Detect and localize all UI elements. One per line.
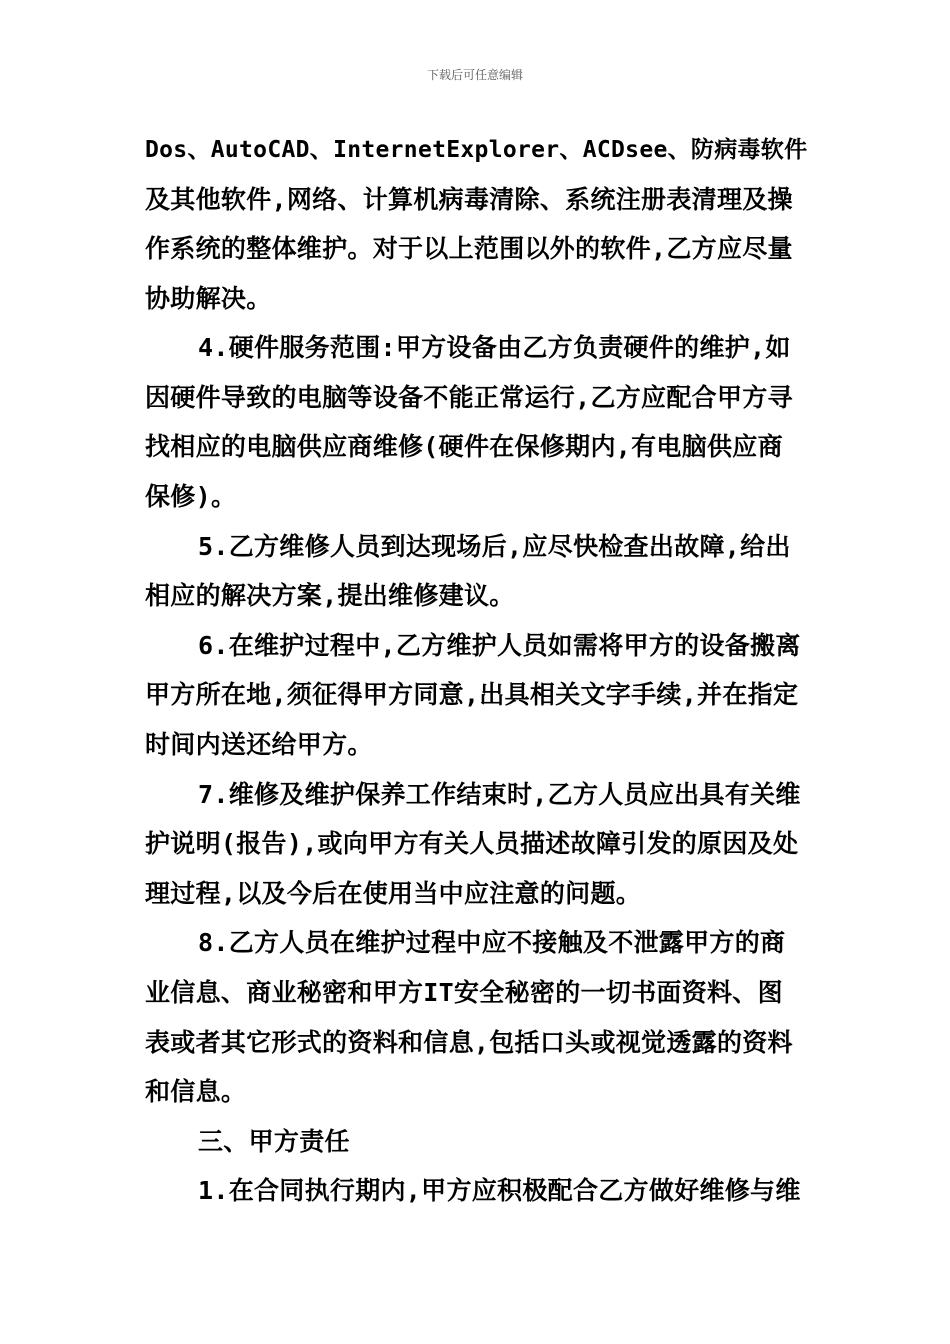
text-line: 及其他软件,网络、计算机病毒清除、系统注册表清理及操 [145,185,793,214]
text-line: 7.维修及维护保养工作结束时,乙方人员应出具有关维 [198,780,801,809]
text-line: 护说明(报告),或向甲方有关人员描述故障引发的原因及处 [145,829,799,858]
section-heading: 三、甲方责任 [198,1127,350,1156]
text-line: 表或者其它形式的资料和信息,包括口头或视觉透露的资料 [145,1028,793,1057]
text-line: 6.在维护过程中,乙方维护人员如需将甲方的设备搬离 [198,631,801,660]
text-line: 作系统的整体维护。对于以上范围以外的软件,乙方应尽量 [145,234,793,263]
text-line: 找相应的电脑供应商维修(硬件在保修期内,有电脑供应商 [145,432,783,461]
text-line: 时间内送还给甲方。 [145,730,373,759]
text-line: 理过程,以及今后在使用当中应注意的问题。 [145,879,642,908]
text-line: 和信息。 [145,1077,247,1106]
text-line: 保修)。 [145,482,237,511]
text-line: Dos、AutoCAD、InternetExplorer、ACDsee、防病毒软件 [145,137,808,163]
text-line: 1.在合同执行期内,甲方应积极配合乙方做好维修与维 [198,1176,801,1205]
text-line: 甲方所在地,须征得甲方同意,出具相关文字手续,并在指定 [145,680,799,709]
text-line: 相应的解决方案,提出维修建议。 [145,581,515,610]
text-line: 4.硬件服务范围:甲方设备由乙方负责硬件的维护,如 [198,333,791,362]
text-line: 因硬件导致的电脑等设备不能正常运行,乙方应配合甲方寻 [145,383,793,412]
text-line: 5.乙方维修人员到达现场后,应尽快检查出故障,给出 [198,532,791,561]
text-line: 8.乙方人员在维护过程中应不接触及不泄露甲方的商 [198,928,786,957]
text-line: 协助解决。 [145,284,272,313]
text-line: 业信息、商业秘密和甲方IT安全秘密的一切书面资料、图 [145,978,783,1007]
page-header-note: 下载后可任意编辑 [426,68,523,82]
